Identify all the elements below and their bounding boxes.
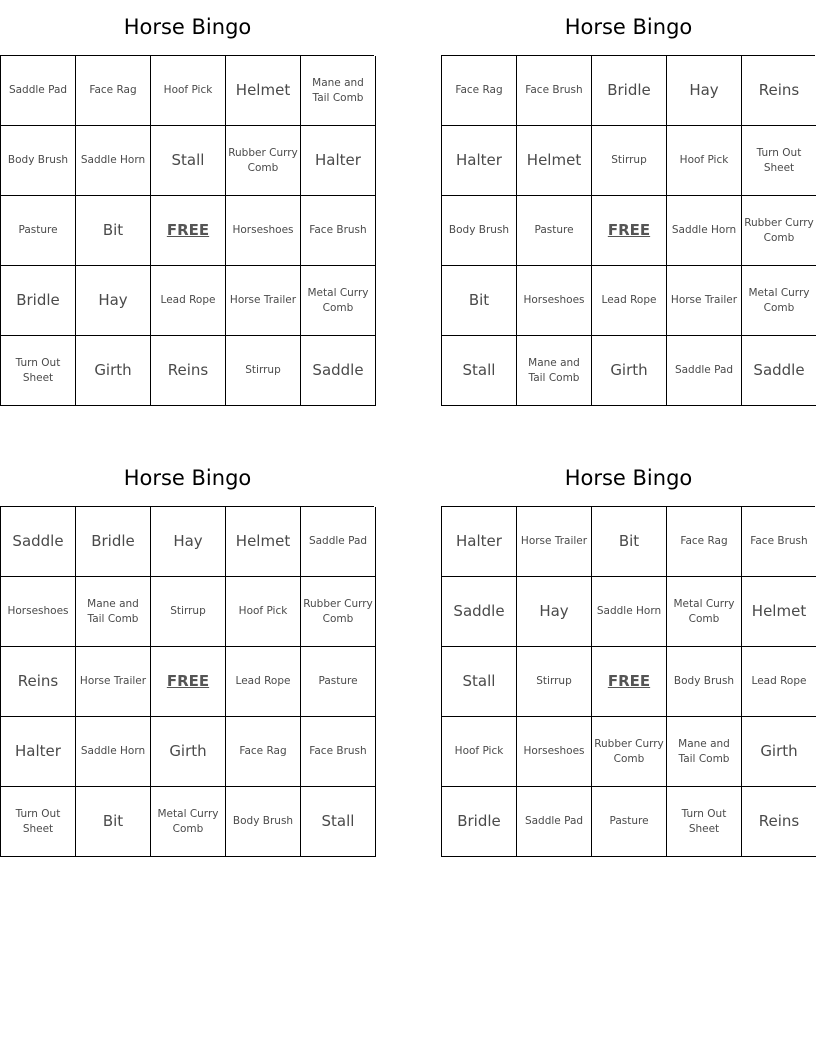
- bingo-cell: Girth: [151, 717, 226, 787]
- bingo-cell: Body Brush: [1, 126, 76, 196]
- bingo-grid: [0, 55, 374, 406]
- bingo-grid: [0, 506, 374, 857]
- bingo-cell: Lead Rope: [151, 266, 226, 336]
- bingo-card-3: [0, 461, 375, 857]
- bingo-cell: Metal Curry Comb: [301, 266, 376, 336]
- bingo-cell: Hay: [76, 266, 151, 336]
- bingo-cell: Saddle: [742, 336, 816, 406]
- bingo-cell: Reins: [1, 647, 76, 717]
- bingo-cell: Turn Out Sheet: [1, 787, 76, 857]
- bingo-grid: [441, 506, 815, 857]
- bingo-cell: Hoof Pick: [151, 56, 226, 126]
- bingo-cell: Stirrup: [151, 577, 226, 647]
- bingo-cell: Bridle: [76, 507, 151, 577]
- bingo-cell: Saddle: [442, 577, 517, 647]
- bingo-cell: Reins: [742, 787, 816, 857]
- card-title: Horse Bingo: [564, 466, 693, 490]
- bingo-cell: Stall: [442, 336, 517, 406]
- bingo-cell: Saddle Pad: [1, 56, 76, 126]
- bingo-card-1: [0, 10, 375, 406]
- bingo-cell: Stirrup: [517, 647, 592, 717]
- bingo-cell: Horse Trailer: [226, 266, 301, 336]
- bingo-card-4: [441, 461, 816, 857]
- bingo-cell: Horseshoes: [517, 266, 592, 336]
- bingo-card-2: [441, 10, 816, 406]
- bingo-cell: Mane and Tail Comb: [517, 336, 592, 406]
- bingo-cell: Stirrup: [226, 336, 301, 406]
- bingo-cell: Face Brush: [742, 507, 816, 577]
- bingo-cell: Mane and Tail Comb: [76, 577, 151, 647]
- bingo-cell: Body Brush: [442, 196, 517, 266]
- bingo-cell: Bit: [442, 266, 517, 336]
- bingo-cell: Bit: [76, 787, 151, 857]
- bingo-cell: Saddle Horn: [592, 577, 667, 647]
- card-title: Horse Bingo: [564, 15, 693, 39]
- bingo-cell: Girth: [742, 717, 816, 787]
- bingo-cell: Body Brush: [667, 647, 742, 717]
- bingo-cell: Face Brush: [301, 717, 376, 787]
- bingo-cell: Stirrup: [592, 126, 667, 196]
- bingo-cell: Metal Curry Comb: [742, 266, 816, 336]
- bingo-cell: Pasture: [1, 196, 76, 266]
- free-space-cell: FREE: [151, 196, 226, 266]
- bingo-cell: Girth: [592, 336, 667, 406]
- bingo-cell: Bridle: [442, 787, 517, 857]
- bingo-cell: Bit: [592, 507, 667, 577]
- bingo-cell: Hoof Pick: [226, 577, 301, 647]
- bingo-cell: Hoof Pick: [442, 717, 517, 787]
- bingo-cell: Turn Out Sheet: [1, 336, 76, 406]
- bingo-cell: Rubber Curry Comb: [742, 196, 816, 266]
- bingo-cell: Mane and Tail Comb: [667, 717, 742, 787]
- bingo-cell: Face Brush: [517, 56, 592, 126]
- bingo-cell: Hoof Pick: [667, 126, 742, 196]
- bingo-cell: Halter: [1, 717, 76, 787]
- bingo-cell: Face Rag: [226, 717, 301, 787]
- bingo-cell: Face Rag: [442, 56, 517, 126]
- bingo-cell: Lead Rope: [742, 647, 816, 717]
- free-space-cell: FREE: [151, 647, 226, 717]
- bingo-cell: Hay: [667, 56, 742, 126]
- bingo-cell: Lead Rope: [226, 647, 301, 717]
- bingo-cell: Halter: [442, 126, 517, 196]
- bingo-cell: Face Brush: [301, 196, 376, 266]
- bingo-cell: Rubber Curry Comb: [226, 126, 301, 196]
- bingo-cell: Saddle Pad: [301, 507, 376, 577]
- free-space-cell: FREE: [592, 196, 667, 266]
- bingo-cell: Halter: [301, 126, 376, 196]
- card-title: Horse Bingo: [123, 466, 252, 490]
- bingo-cell: Horseshoes: [226, 196, 301, 266]
- free-space-cell: FREE: [592, 647, 667, 717]
- bingo-cell: Horse Trailer: [517, 507, 592, 577]
- bingo-cell: Helmet: [226, 507, 301, 577]
- bingo-cell: Stall: [301, 787, 376, 857]
- bingo-cell: Helmet: [742, 577, 816, 647]
- bingo-cell: Reins: [151, 336, 226, 406]
- bingo-cell: Bridle: [592, 56, 667, 126]
- bingo-cell: Reins: [742, 56, 816, 126]
- bingo-cell: Metal Curry Comb: [151, 787, 226, 857]
- bingo-cell: Saddle: [301, 336, 376, 406]
- bingo-cell: Rubber Curry Comb: [301, 577, 376, 647]
- bingo-cell: Horse Trailer: [667, 266, 742, 336]
- bingo-cell: Horse Trailer: [76, 647, 151, 717]
- bingo-cell: Hay: [517, 577, 592, 647]
- bingo-cell: Mane and Tail Comb: [301, 56, 376, 126]
- bingo-cell: Body Brush: [226, 787, 301, 857]
- bingo-cell: Stall: [151, 126, 226, 196]
- bingo-cell: Helmet: [517, 126, 592, 196]
- bingo-cell: Halter: [442, 507, 517, 577]
- bingo-cell: Saddle Horn: [76, 717, 151, 787]
- bingo-cell: Helmet: [226, 56, 301, 126]
- bingo-cell: Bridle: [1, 266, 76, 336]
- bingo-cell: Face Rag: [76, 56, 151, 126]
- bingo-cell: Bit: [76, 196, 151, 266]
- bingo-cell: Girth: [76, 336, 151, 406]
- bingo-cell: Horseshoes: [1, 577, 76, 647]
- bingo-cell: Pasture: [301, 647, 376, 717]
- bingo-cell: Hay: [151, 507, 226, 577]
- bingo-cell: Stall: [442, 647, 517, 717]
- bingo-cell: Lead Rope: [592, 266, 667, 336]
- bingo-cell: Saddle: [1, 507, 76, 577]
- bingo-cell: Horseshoes: [517, 717, 592, 787]
- bingo-cell: Saddle Pad: [667, 336, 742, 406]
- bingo-cell: Turn Out Sheet: [667, 787, 742, 857]
- bingo-cell: Metal Curry Comb: [667, 577, 742, 647]
- bingo-cell: Pasture: [592, 787, 667, 857]
- bingo-cell: Pasture: [517, 196, 592, 266]
- bingo-cell: Saddle Horn: [76, 126, 151, 196]
- bingo-grid: [441, 55, 815, 406]
- bingo-cell: Face Rag: [667, 507, 742, 577]
- bingo-cell: Saddle Pad: [517, 787, 592, 857]
- bingo-cell: Turn Out Sheet: [742, 126, 816, 196]
- card-title: Horse Bingo: [123, 15, 252, 39]
- bingo-cell: Saddle Horn: [667, 196, 742, 266]
- bingo-cell: Rubber Curry Comb: [592, 717, 667, 787]
